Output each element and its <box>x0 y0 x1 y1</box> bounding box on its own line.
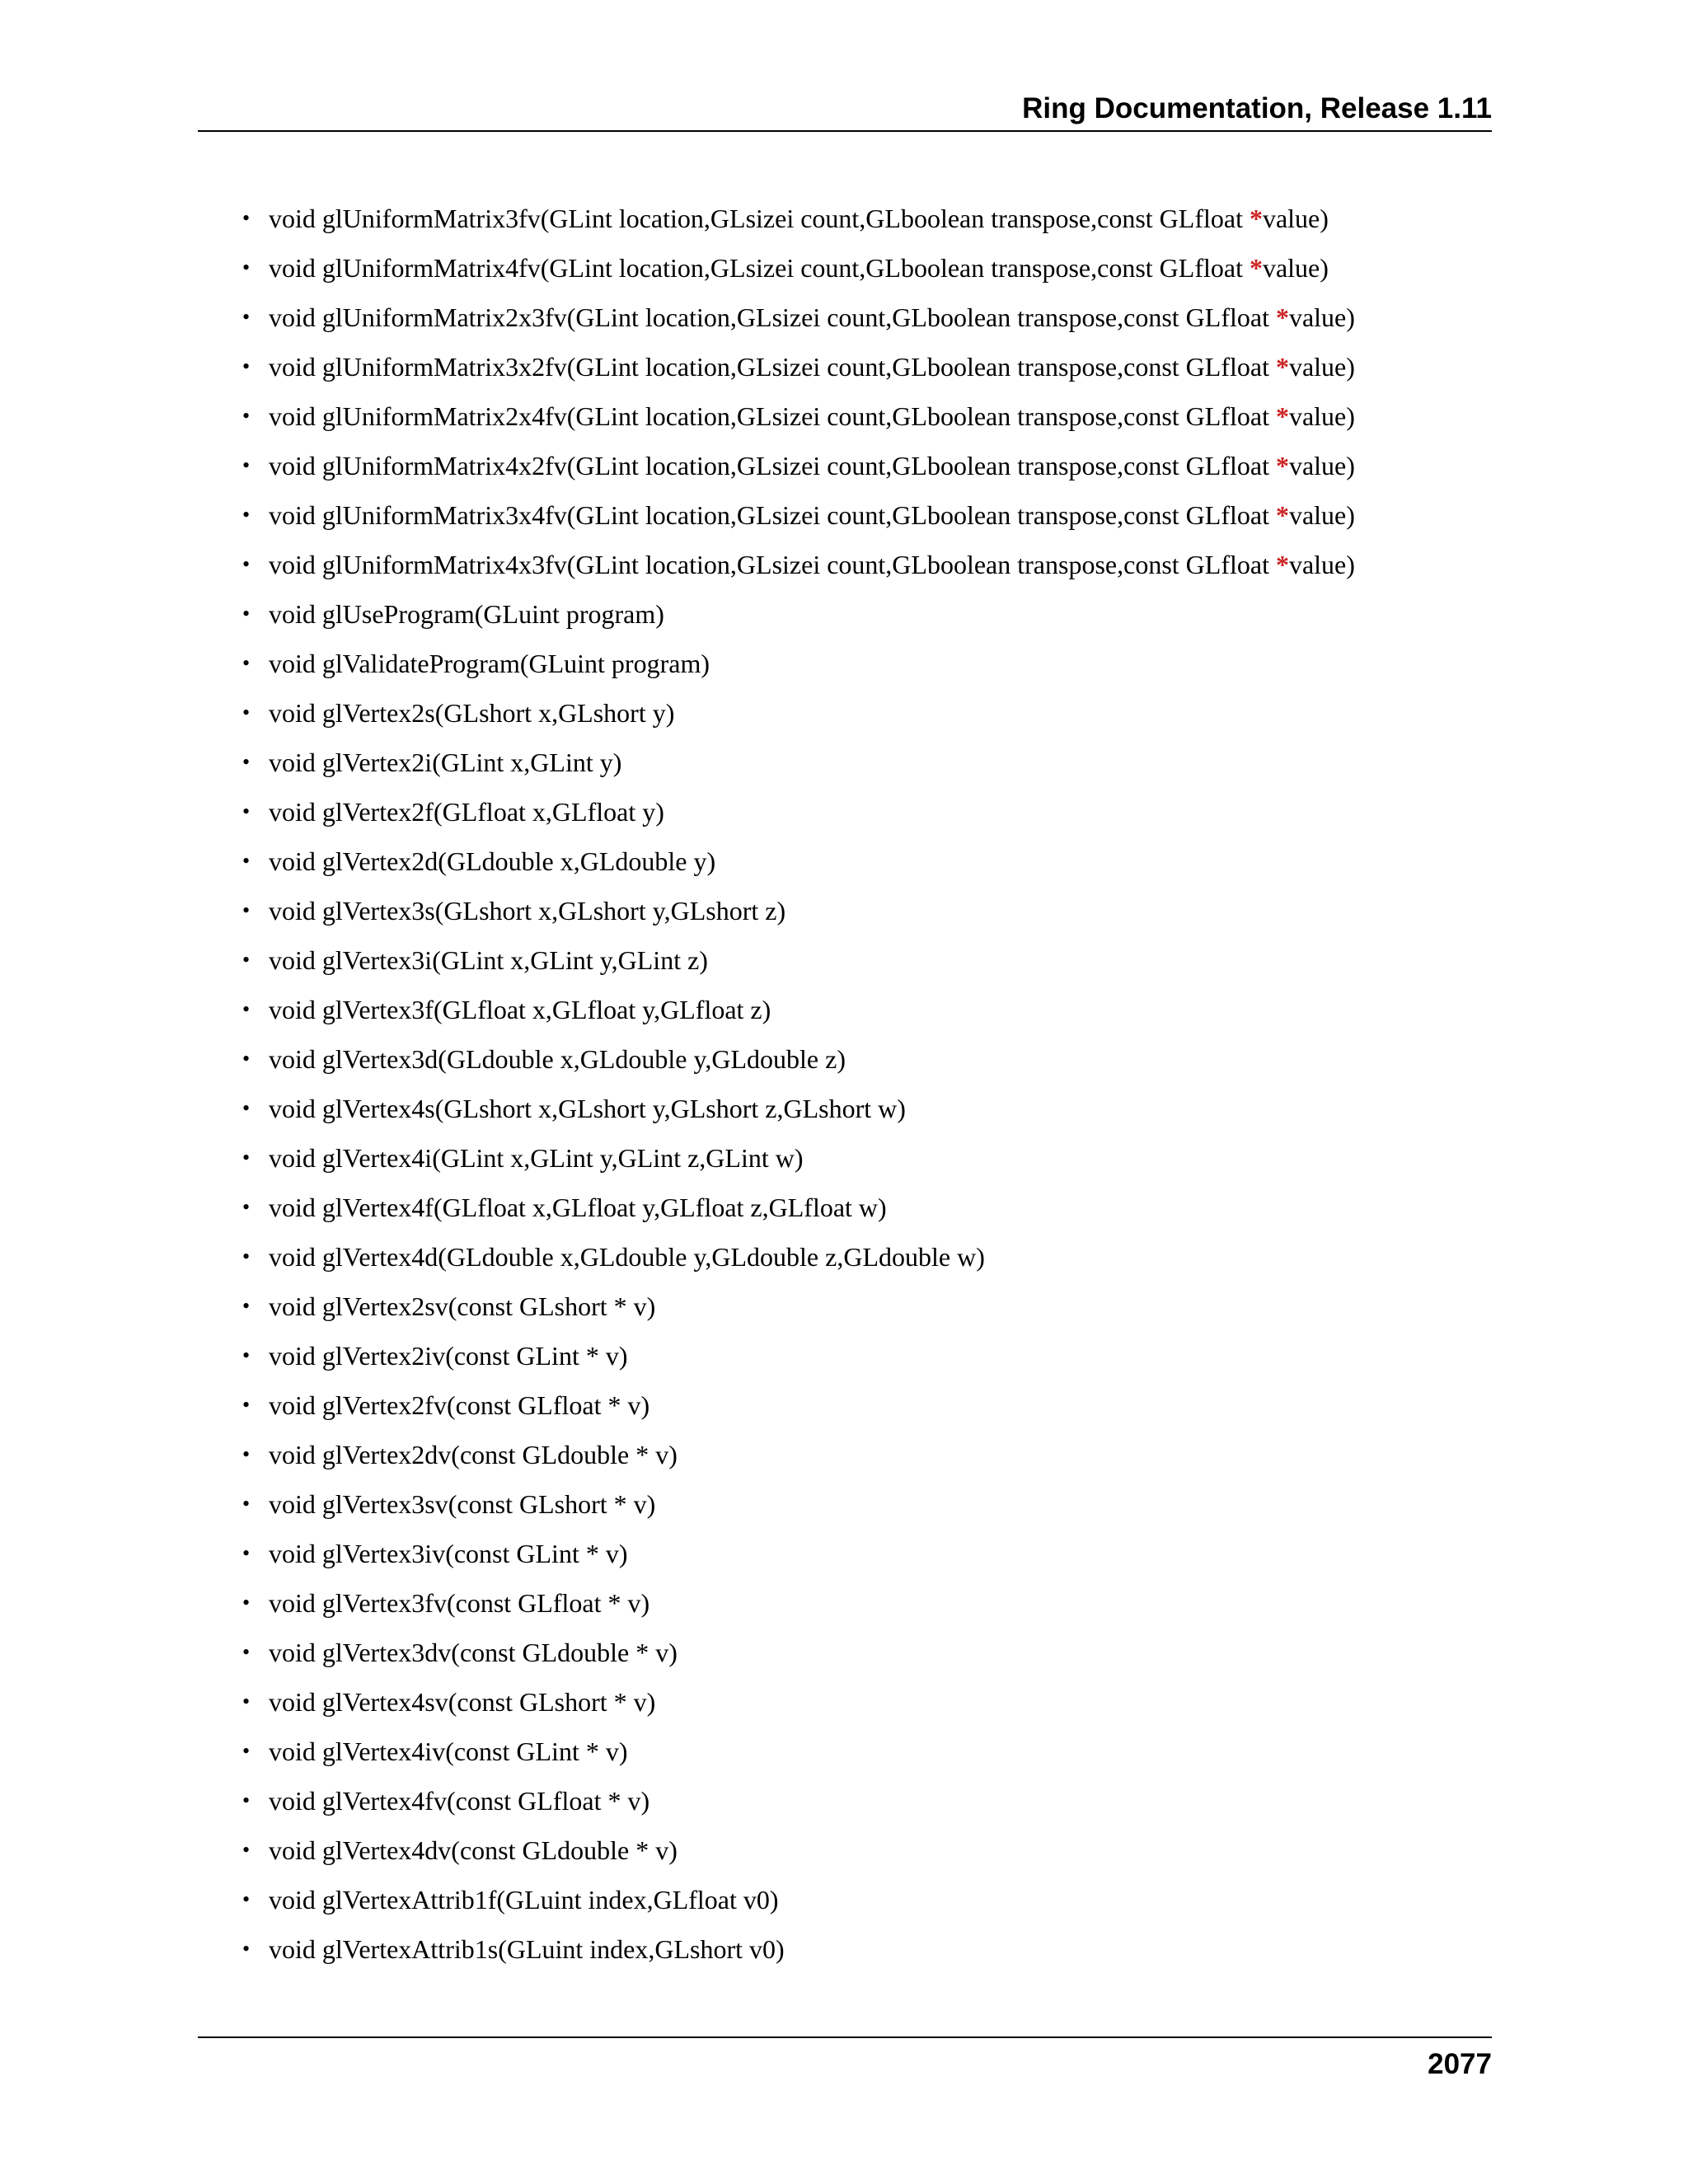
function-signature <box>269 1143 803 1173</box>
bullet-icon: • <box>242 1591 251 1615</box>
bullet-icon: • <box>242 1343 251 1367</box>
pointer-star: * <box>1275 302 1289 332</box>
signature-text: void glVertex3fv(const GLfloat * v) <box>269 1588 650 1618</box>
signature-text-tail: value) <box>1288 302 1355 332</box>
pointer-star: * <box>1275 352 1289 382</box>
list-item <box>242 298 1355 348</box>
bullet-icon: • <box>242 1937 251 1961</box>
list-item <box>242 694 1355 743</box>
bullet-icon: • <box>242 898 251 922</box>
function-signature <box>269 1489 655 1519</box>
signature-text: void glUniformMatrix2x3fv(GLint location,GLsizei count,GLboolean transpose,const GLfloat <box>269 302 1276 332</box>
bullet-icon: • <box>242 1640 251 1664</box>
list-item <box>242 1337 1355 1386</box>
signature-text: void glVertex2i(GLint x,GLint y) <box>269 748 622 777</box>
signature-text-tail: value) <box>1262 204 1329 233</box>
signature-text: void glVertex2sv(const GLshort * v) <box>269 1291 656 1321</box>
pointer-star: * <box>1275 451 1289 480</box>
bullet-icon: • <box>242 1739 251 1763</box>
function-signature <box>269 649 710 678</box>
list-item <box>242 546 1355 595</box>
signature-text: void glVertex2s(GLshort x,GLshort y) <box>269 698 675 728</box>
bullet-icon: • <box>242 305 251 329</box>
signature-text-tail: value) <box>1288 352 1355 382</box>
list-item <box>242 249 1355 298</box>
signature-text: void glVertex3s(GLshort x,GLshort y,GLshort z) <box>269 896 786 926</box>
bullet-icon: • <box>242 651 251 675</box>
list-item <box>242 1485 1355 1535</box>
signature-text: void glVertex4sv(const GLshort * v) <box>269 1687 656 1717</box>
list-item <box>242 1386 1355 1436</box>
function-signature <box>269 550 1355 579</box>
list-item <box>242 644 1355 694</box>
signature-text: void glUniformMatrix3x4fv(GLint location,GLsizei count,GLboolean transpose,const GLfloat <box>269 500 1276 530</box>
bullet-icon: • <box>242 1195 251 1219</box>
list-item <box>242 1188 1355 1238</box>
signature-text: void glVertex4d(GLdouble x,GLdouble y,GLdouble z,GLdouble w) <box>269 1242 985 1272</box>
function-signature <box>269 995 771 1024</box>
list-item <box>242 199 1355 249</box>
signature-text: void glVertex2dv(const GLdouble * v) <box>269 1440 678 1469</box>
function-signature <box>269 1341 627 1371</box>
pointer-star: * <box>1249 253 1263 283</box>
function-signature <box>269 451 1355 480</box>
signature-text: void glVertex3d(GLdouble x,GLdouble y,GLdouble z) <box>269 1044 846 1074</box>
function-signature <box>269 1835 678 1865</box>
bullet-icon: • <box>242 1146 251 1169</box>
bullet-icon: • <box>242 453 251 477</box>
signature-text-tail: value) <box>1288 451 1355 480</box>
bullet-icon: • <box>242 1788 251 1812</box>
list-item <box>242 842 1355 892</box>
bullet-icon: • <box>242 1887 251 1911</box>
list-item <box>242 1732 1355 1782</box>
function-signature <box>269 1736 627 1766</box>
bullet-icon: • <box>242 1294 251 1318</box>
list-item <box>242 991 1355 1040</box>
list-item <box>242 793 1355 842</box>
function-signature <box>269 1539 627 1568</box>
document-title: Ring Documentation, Release 1.11 <box>1022 92 1492 124</box>
bullet-icon: • <box>242 1047 251 1071</box>
page-number: 2077 <box>1428 2048 1492 2080</box>
function-signature <box>269 1242 985 1272</box>
list-item <box>242 1831 1355 1881</box>
function-signature <box>269 1934 785 1964</box>
bullet-icon: • <box>242 849 251 873</box>
signature-text-tail: value) <box>1262 253 1329 283</box>
bullet-icon: • <box>242 354 251 378</box>
signature-text: void glVertex2f(GLfloat x,GLfloat y) <box>269 797 664 827</box>
list-item <box>242 1782 1355 1831</box>
function-signature <box>269 352 1355 382</box>
signature-text: void glUniformMatrix3x2fv(GLint location,GLsizei count,GLboolean transpose,const GLfloat <box>269 352 1276 382</box>
bullet-icon: • <box>242 1838 251 1862</box>
signature-text: void glUseProgram(GLuint program) <box>269 599 664 629</box>
list-item <box>242 595 1355 644</box>
bullet-icon: • <box>242 701 251 724</box>
bullet-icon: • <box>242 602 251 626</box>
function-signature <box>269 1193 887 1222</box>
signature-text: void glUniformMatrix2x4fv(GLint location,GLsizei count,GLboolean transpose,const GLfloat <box>269 401 1276 431</box>
list-item <box>242 743 1355 793</box>
bullet-icon: • <box>242 750 251 774</box>
function-signature <box>269 896 785 926</box>
signature-text-tail: value) <box>1288 500 1355 530</box>
bullet-icon: • <box>242 1690 251 1713</box>
function-signature <box>269 797 664 827</box>
bullet-icon: • <box>242 1442 251 1466</box>
bullet-icon: • <box>242 1393 251 1417</box>
function-signature <box>269 1588 649 1618</box>
list-item <box>242 1139 1355 1188</box>
list-item <box>242 1040 1355 1090</box>
function-signature <box>269 1786 649 1816</box>
function-signature <box>269 1638 678 1667</box>
bullet-icon: • <box>242 1492 251 1516</box>
signature-text: void glUniformMatrix4x3fv(GLint location,GLsizei count,GLboolean transpose,const GLfloat <box>269 550 1276 579</box>
signature-text: void glVertex4s(GLshort x,GLshort y,GLshort z,GLshort w) <box>269 1094 906 1123</box>
bullet-icon: • <box>242 1244 251 1268</box>
signature-text: void glUniformMatrix4x2fv(GLint location,GLsizei count,GLboolean transpose,const GLfloat <box>269 451 1276 480</box>
signature-text: void glVertex4fv(const GLfloat * v) <box>269 1786 650 1816</box>
bullet-icon: • <box>242 206 251 230</box>
bullet-icon: • <box>242 404 251 428</box>
signature-text: void glVertexAttrib1s(GLuint index,GLshort v0) <box>269 1934 785 1964</box>
list-item <box>242 1436 1355 1485</box>
function-signature <box>269 302 1355 332</box>
function-signature <box>269 500 1355 530</box>
signature-text: void glVertex2fv(const GLfloat * v) <box>269 1390 650 1420</box>
signature-text: void glVertex3sv(const GLshort * v) <box>269 1489 656 1519</box>
list-item <box>242 1584 1355 1633</box>
function-signature <box>269 1094 906 1123</box>
function-signature <box>269 698 674 728</box>
pointer-star: * <box>1275 500 1289 530</box>
list-item <box>242 397 1355 447</box>
function-signature <box>269 748 621 777</box>
list-item <box>242 1683 1355 1732</box>
function-signature <box>269 1390 649 1420</box>
bullet-icon: • <box>242 552 251 576</box>
bullet-icon: • <box>242 503 251 527</box>
signature-text: void glUniformMatrix4fv(GLint location,GLsizei count,GLboolean transpose,const GLfloat <box>269 253 1250 283</box>
bullet-icon: • <box>242 799 251 823</box>
list-item <box>242 892 1355 941</box>
function-signature <box>269 1291 655 1321</box>
signature-text: void glVertexAttrib1f(GLuint index,GLfloat v0) <box>269 1885 779 1915</box>
bullet-icon: • <box>242 255 251 279</box>
signature-text-tail: value) <box>1288 401 1355 431</box>
signature-text: void glVertex3iv(const GLint * v) <box>269 1539 628 1568</box>
function-signature <box>269 1440 678 1469</box>
pointer-star: * <box>1275 550 1289 579</box>
function-signature <box>269 599 664 629</box>
function-signature <box>269 1687 655 1717</box>
signature-text: void glVertex2d(GLdouble x,GLdouble y) <box>269 846 716 876</box>
list-item <box>242 1287 1355 1337</box>
signature-text: void glVertex3i(GLint x,GLint y,GLint z) <box>269 945 708 975</box>
list-item <box>242 496 1355 546</box>
list-item <box>242 1930 1355 1980</box>
function-signature <box>269 401 1355 431</box>
signature-text: void glVertex3f(GLfloat x,GLfloat y,GLfloat z) <box>269 995 771 1024</box>
bullet-icon: • <box>242 1096 251 1120</box>
signature-text: void glVertex4dv(const GLdouble * v) <box>269 1835 678 1865</box>
signature-text: void glVertex2iv(const GLint * v) <box>269 1341 628 1371</box>
function-signature <box>269 846 715 876</box>
list-item <box>242 1881 1355 1930</box>
function-signature <box>269 1885 779 1915</box>
list-item <box>242 1535 1355 1584</box>
signature-text: void glVertex3dv(const GLdouble * v) <box>269 1638 678 1667</box>
function-signature <box>269 945 708 975</box>
signature-text: void glVertex4iv(const GLint * v) <box>269 1736 628 1766</box>
bullet-icon: • <box>242 948 251 972</box>
list-item <box>242 348 1355 397</box>
function-list <box>242 199 1355 1980</box>
signature-text-tail: value) <box>1288 550 1355 579</box>
function-signature <box>269 204 1329 233</box>
page-footer <box>198 2036 1492 2080</box>
page-header <box>198 89 1492 132</box>
pointer-star: * <box>1249 204 1263 233</box>
list-item <box>242 1090 1355 1139</box>
signature-text: void glVertex4i(GLint x,GLint y,GLint z,GLint w) <box>269 1143 804 1173</box>
signature-text: void glVertex4f(GLfloat x,GLfloat y,GLfloat z,GLfloat w) <box>269 1193 887 1222</box>
function-signature <box>269 1044 846 1074</box>
signature-text: void glValidateProgram(GLuint program) <box>269 649 710 678</box>
function-signature <box>269 253 1329 283</box>
list-item <box>242 1238 1355 1287</box>
signature-text: void glUniformMatrix3fv(GLint location,GLsizei count,GLboolean transpose,const GLfloat <box>269 204 1250 233</box>
list-item <box>242 447 1355 496</box>
bullet-icon: • <box>242 1541 251 1565</box>
pointer-star: * <box>1275 401 1289 431</box>
list-item <box>242 1633 1355 1683</box>
list-item <box>242 941 1355 991</box>
bullet-icon: • <box>242 997 251 1021</box>
